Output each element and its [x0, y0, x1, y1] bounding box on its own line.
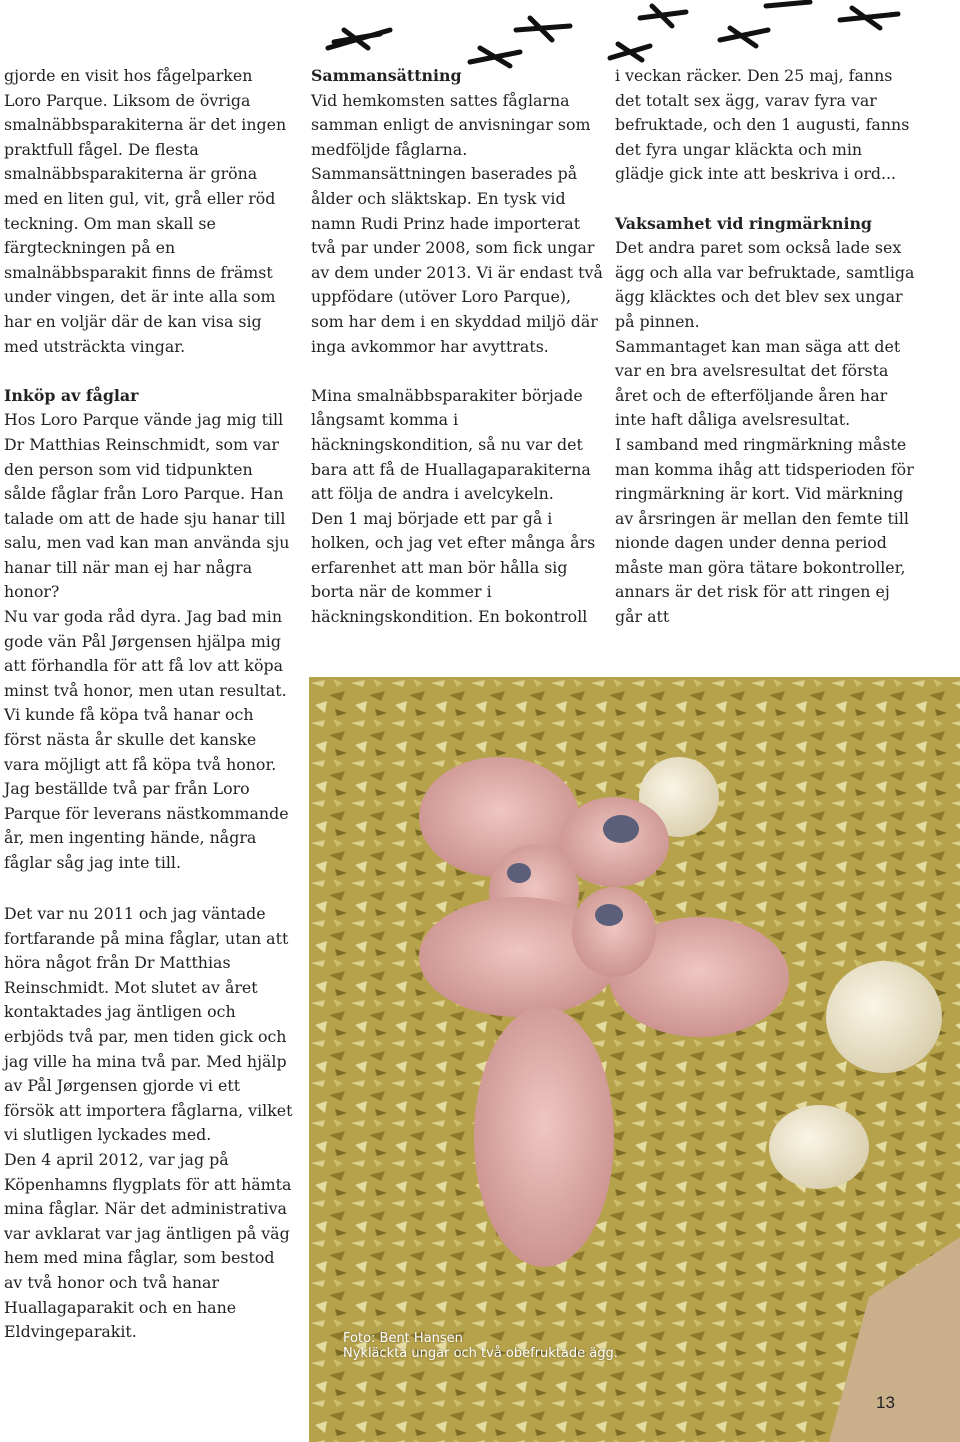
egg-right [826, 961, 942, 1073]
photo-caption-text: Nykläckta ungar och två obefruktade ägg. [343, 1346, 618, 1361]
column2-paragraph-1: Vid hemkomsten sattes fåglarna samman enligt de anvisningar som medföljde fåglarna. Sammansättningen baserades på ålder och släktskap. En tysk vid namn Rudi Prinz hade importerat två par under 2008, som fick ungar av dem under 2013. Vi är endast två uppfödare (utöver Loro Parque), som har dem i en skyddad miljö där inga avkommor har avyttrats. [311, 90, 603, 356]
column-2 [311, 64, 603, 630]
column1-paragraph-2: Nu var goda råd dyra. Jag bad min gode vän Pål Jørgensen hjälpa mig att förhandla för att få lov att köpa minst två honor, men utan resultat. Vi kunde få köpa två hanar och först nästa år skulle det kanske vara möjligt att få köpa två honor. Jag beställde två par från Loro Parque för leverans nästkommande år, men ingenting hände, några fåglar såg jag inte till. [4, 607, 289, 872]
column-1 [4, 64, 294, 876]
column3-paragraph-2: Det andra paret som också lade sex ägg och alla var befruktade, samtliga ägg kläcktes och det blev sex ungar på pinnen. [615, 238, 915, 331]
column1-paragraph-4: Den 4 april 2012, var jag på Köpenhamns flygplats för att hämta mina fåglar. När det administrativa var avklarat var jag äntligen på väg hem med mina fåglar, som bestod av två honor och två hanar Huallagaparakit och en hane Eldvingeparakit. [4, 1149, 292, 1342]
column3-paragraph-1: i veckan räcker. Den 25 maj, fanns det totalt sex ägg, varav fyra var befruktade, och den 1 augusti, fanns det fyra ungar kläckta och min glädje gick inte att beskriva i ord... [615, 66, 910, 184]
column-3 [615, 64, 915, 630]
heading-inkop: Inköp av fåglar [4, 385, 139, 405]
photo-caption [343, 1331, 763, 1361]
bird-tracks-decoration [320, 0, 960, 72]
column1-intro: gjorde en visit hos fågelparken Loro Parque. Liksom de övriga smalnäbbsparakiterna är det ingen praktfull fågel. De flesta smalnäbbsparakiterna är gröna med en liten gul, vit, grå eller röd teckning. Om man skall se färgteckningen på en smalnäbbsparakit finns de främst under vingen, det är inte alla som har en voljär där de kan visa sig med utsträckta vingar. [4, 66, 287, 356]
column2-paragraph-2: Mina smalnäbbsparakiter började långsamt komma i häckningskondition, så nu var det bara att få de Huallagaparakiterna att följa de andra i avelcykeln. [311, 385, 591, 504]
egg-shell-bottom [769, 1105, 869, 1189]
column3-paragraph-4: I samband med ringmärkning måste man komma ihåg att tidsperioden för ringmärkning är kort. Vid märkning av årsringen är mellan den femte till nionde dagen under denna period måste man göra tätare bokontroller, annars är det risk för att ringen ej går att [615, 434, 914, 627]
heading-sammansattning: Sammansättning [311, 66, 462, 85]
column-1-lower [4, 902, 294, 1345]
column1-paragraph-1: Hos Loro Parque vände jag mig till Dr Matthias Reinschmidt, som var den person som vid tidpunkten sålde fåglar från Loro Parque. Han talade om att de hade sju hanar till salu, men vad kan man använda sju hanar till när man ej har några honor? [4, 410, 290, 602]
column3-paragraph-3: Sammantaget kan man säga att det var en bra avelsresultat det första året och de efterföljande åren har inte haft dåliga avelsresultat. [615, 336, 901, 430]
page-number: 13 [876, 1393, 895, 1412]
heading-vaksamhet: Vaksamhet vid ringmärkning [615, 213, 872, 233]
column1-paragraph-3: Det var nu 2011 och jag väntade fortfarande på mina fåglar, utan att höra något från Dr Matthias Reinschmidt. Mot slutet av året kontaktades jag äntligen och erbjöds två par, men tiden gick och jag ville ha mina två par. Med hjälp av Pål Jørgensen gjorde vi ett försök att importera fåglarna, vilket vi slutligen lyckades med. [4, 904, 293, 1145]
column2-paragraph-3: Den 1 maj började ett par gå i holken, och jag vet efter många års erfarenhet att man bör hålla sig borta när de kommer i häckningskondition. En bokontroll [311, 508, 596, 627]
photo-credit: Foto: Bent Hansen [343, 1331, 463, 1346]
nest-photo [309, 677, 960, 1442]
